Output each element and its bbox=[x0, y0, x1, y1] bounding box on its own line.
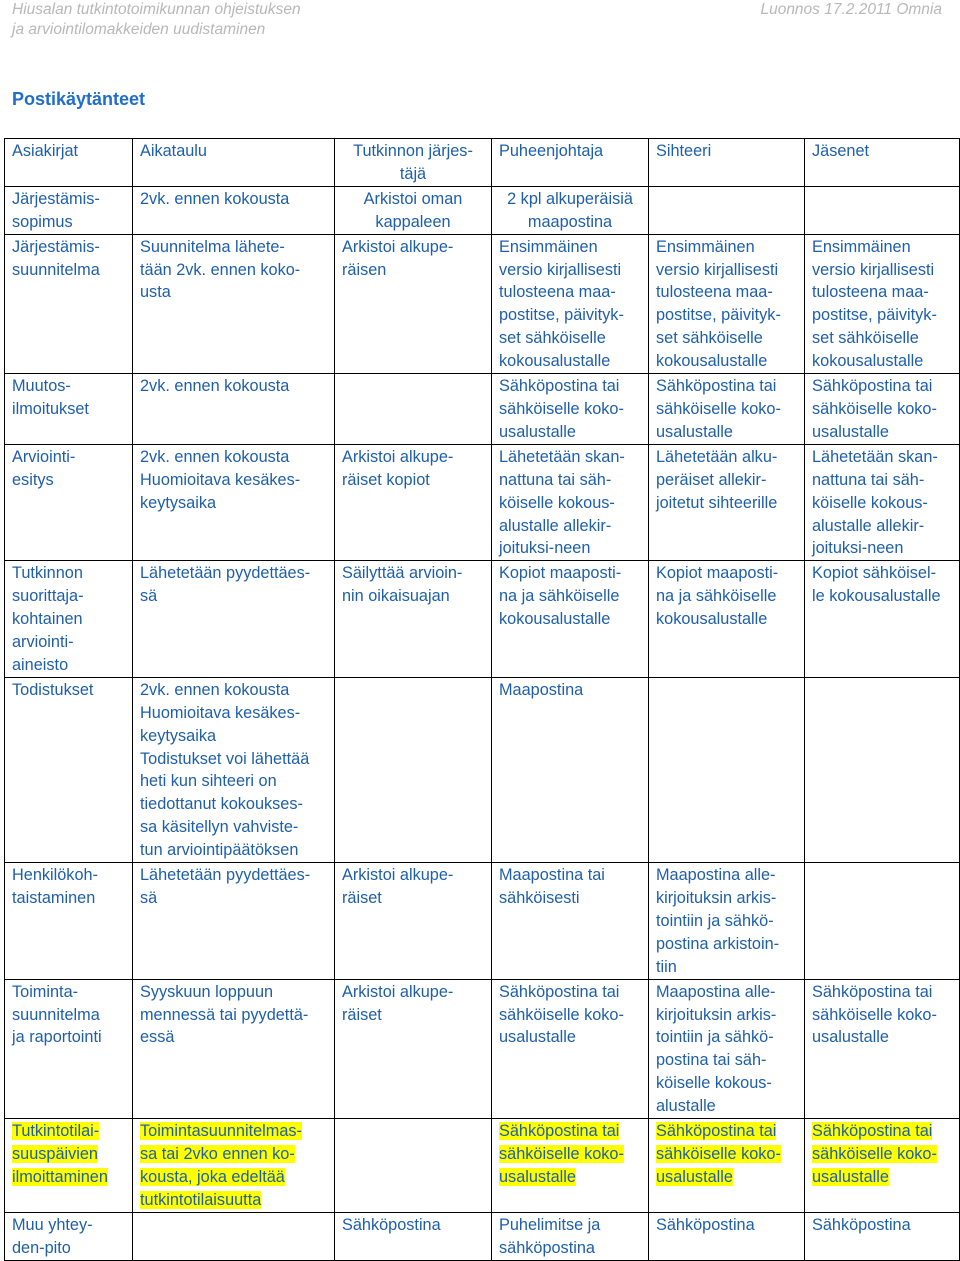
cell-text: essä bbox=[140, 1028, 175, 1047]
page-title: Postikäytänteet bbox=[12, 89, 146, 109]
table-cell bbox=[335, 979, 492, 1118]
cell-text: tiin bbox=[656, 957, 677, 976]
table-cell bbox=[805, 234, 960, 373]
cell-text: tulosteena maa- bbox=[812, 283, 929, 302]
table-cell bbox=[5, 186, 133, 234]
cell-text: Sähköpostina bbox=[812, 1215, 911, 1234]
cell-text: peräiset allekir- bbox=[656, 470, 767, 489]
table-row bbox=[5, 374, 960, 445]
table-cell bbox=[133, 1119, 335, 1213]
cell-text: joituksi-neen bbox=[499, 539, 591, 558]
cell-text: kokousalustalle bbox=[812, 352, 924, 371]
cell-text: esitys bbox=[12, 470, 54, 489]
cell-text: Maapostina tai bbox=[499, 866, 605, 885]
cell-text: Ensimmäinen bbox=[812, 237, 911, 256]
cell-text: Todistukset voi lähettää bbox=[140, 749, 310, 768]
cell-text: Lähetetään skan- bbox=[812, 447, 938, 466]
cell-text: kokousalustalle bbox=[656, 352, 768, 371]
table-cell bbox=[335, 186, 492, 234]
cell-text: sähköisesti bbox=[499, 889, 580, 907]
header-right: Luonnos 17.2.2011 Omnia bbox=[760, 1, 942, 18]
table-cell bbox=[133, 444, 335, 561]
cell-text: postitse, päivityk- bbox=[499, 306, 624, 325]
cell-text: räiset kopiot bbox=[342, 470, 430, 489]
cell-text: Arkistoi alkupe- bbox=[342, 866, 454, 885]
cell-text: Arkistoi alkupe- bbox=[342, 237, 454, 256]
cell-text: Lähetetään pyydettäes- bbox=[140, 564, 311, 583]
cell-text: Maapostina alle- bbox=[656, 982, 776, 1001]
table-cell bbox=[805, 1212, 960, 1260]
cell-text: Sähköpostina tai bbox=[812, 377, 933, 396]
table-cell bbox=[805, 186, 960, 234]
col-header-label: Sihteeri bbox=[656, 142, 712, 160]
table-cell bbox=[805, 863, 960, 980]
table-cell bbox=[5, 234, 133, 373]
cell-text: Tutkinnon bbox=[12, 564, 83, 583]
cell-text: usalustalle bbox=[499, 422, 576, 441]
table-row bbox=[5, 561, 960, 678]
cell-text: Järjestämis- bbox=[12, 237, 100, 256]
table-row bbox=[5, 444, 960, 561]
table-cell bbox=[492, 444, 649, 561]
cell-text: Arkistoi oman bbox=[363, 189, 463, 208]
table-cell bbox=[133, 863, 335, 980]
cell-text: 2 kpl alkuperäisiä bbox=[507, 189, 633, 208]
cell-text: nin oikaisuajan bbox=[342, 587, 450, 606]
cell-text: kokousalustalle bbox=[656, 610, 768, 629]
cell-text: Arkistoi alkupe- bbox=[342, 447, 454, 466]
cell-text: Kopiot maaposti- bbox=[499, 564, 622, 583]
cell-text: usalustalle bbox=[499, 1028, 576, 1047]
table-cell bbox=[492, 979, 649, 1118]
cell-text: na ja sähköiselle bbox=[656, 587, 777, 606]
cell-text: räiset bbox=[342, 889, 382, 907]
cell-text: kousta, joka edeltää bbox=[140, 1167, 285, 1186]
table-cell bbox=[133, 677, 335, 862]
cell-text: 2vk. ennen kokousta bbox=[140, 377, 290, 396]
table-cell bbox=[492, 677, 649, 862]
cell-text: Sähköpostina tai bbox=[656, 1122, 777, 1141]
header-line-2: ja arviointilomakkeiden uudistaminen bbox=[12, 21, 266, 38]
cell-text: kirjoituksin arkis- bbox=[656, 1005, 777, 1024]
cell-text: tiedottanut kokoukses- bbox=[140, 795, 303, 814]
cell-text: kohtainen bbox=[12, 610, 83, 629]
cell-text: versio kirjallisesti bbox=[499, 260, 622, 279]
table-cell bbox=[649, 444, 805, 561]
cell-text: sä bbox=[140, 587, 158, 606]
table-row bbox=[5, 234, 960, 373]
cell-text: kappaleen bbox=[375, 212, 451, 231]
table-cell bbox=[335, 677, 492, 862]
cell-text: Henkilökoh- bbox=[12, 866, 98, 885]
cell-text: ilmoittaminen bbox=[12, 1167, 108, 1186]
cell-text: sa käsitellyn vahviste- bbox=[140, 818, 299, 837]
table-cell bbox=[133, 561, 335, 678]
cell-text: Säilyttää arvioin- bbox=[342, 564, 463, 583]
cell-text: sähköiselle koko- bbox=[656, 399, 781, 418]
table-cell bbox=[805, 374, 960, 445]
cell-text: sa tai 2vko ennen ko- bbox=[140, 1144, 295, 1163]
cell-text: usalustalle bbox=[656, 1167, 733, 1186]
cell-text: Sähköpostina tai bbox=[499, 377, 620, 396]
table-cell bbox=[335, 1119, 492, 1213]
cell-text: keytysaika bbox=[140, 493, 217, 512]
cell-text: sä bbox=[140, 889, 158, 907]
cell-text: taistaminen bbox=[12, 889, 96, 907]
cell-text: 2vk. ennen kokousta bbox=[140, 189, 290, 208]
cell-text: Puhelimitse ja bbox=[499, 1215, 601, 1234]
cell-text: sähköiselle koko- bbox=[499, 1005, 624, 1024]
cell-text: tään 2vk. ennen koko- bbox=[140, 260, 301, 279]
table-cell bbox=[805, 677, 960, 862]
table-cell bbox=[5, 677, 133, 862]
table-cell bbox=[649, 979, 805, 1118]
table-row bbox=[5, 1212, 960, 1260]
table-cell bbox=[133, 186, 335, 234]
cell-text: na ja sähköiselle bbox=[499, 587, 620, 606]
cell-text: set sähköiselle bbox=[812, 329, 919, 348]
cell-text: Sähköpostina tai bbox=[499, 982, 620, 1001]
col-header-label: Asiakirjat bbox=[12, 142, 79, 160]
cell-text: postina tai säh- bbox=[656, 1051, 767, 1070]
col-header-secretary bbox=[649, 139, 805, 187]
table-cell bbox=[649, 561, 805, 678]
cell-text: sopimus bbox=[12, 212, 73, 231]
table-cell bbox=[335, 444, 492, 561]
cell-text: Suunnitelma lähete- bbox=[140, 237, 285, 256]
table-cell bbox=[335, 1212, 492, 1260]
cell-text: tointiin ja sähkö- bbox=[656, 1028, 774, 1047]
cell-text: suuspäivien bbox=[12, 1144, 98, 1163]
cell-text: postina arkistoin- bbox=[656, 934, 780, 953]
cell-text: Kopiot sähköisel- bbox=[812, 564, 936, 583]
cell-text: tun arviointipäätöksen bbox=[140, 841, 299, 860]
document-header bbox=[12, 0, 948, 42]
cell-text: Sähköpostina bbox=[656, 1215, 755, 1234]
table-cell bbox=[492, 186, 649, 234]
cell-text: Sähköpostina tai bbox=[812, 982, 933, 1001]
table-cell bbox=[5, 1212, 133, 1260]
cell-text: Sähköpostina bbox=[342, 1215, 441, 1234]
cell-text: Sähköpostina tai bbox=[656, 377, 777, 396]
cell-text: alustalle bbox=[656, 1097, 716, 1116]
table-cell bbox=[133, 234, 335, 373]
cell-text: den-pito bbox=[12, 1238, 71, 1257]
cell-text: Arviointi- bbox=[12, 447, 76, 466]
cell-text: maapostina bbox=[527, 212, 613, 231]
table-cell bbox=[5, 444, 133, 561]
cell-text: Järjestämis- bbox=[12, 189, 100, 208]
col-header-label: Aikataulu bbox=[140, 142, 207, 160]
cell-text: le kokousalustalle bbox=[812, 587, 941, 606]
cell-text: Maapostina bbox=[499, 680, 584, 699]
cell-text: kokousalustalle bbox=[499, 352, 611, 371]
cell-text: Sähköpostina tai bbox=[499, 1122, 620, 1141]
table-cell bbox=[335, 234, 492, 373]
cell-text: joituksi-neen bbox=[812, 539, 904, 558]
table-cell bbox=[649, 234, 805, 373]
table-cell bbox=[133, 979, 335, 1118]
table-cell bbox=[335, 863, 492, 980]
table-row bbox=[5, 979, 960, 1118]
table-cell bbox=[649, 186, 805, 234]
table-cell bbox=[492, 374, 649, 445]
col-header-label: Tutkinnon järjes- täjä bbox=[353, 142, 473, 183]
cell-text: usalustalle bbox=[656, 422, 733, 441]
cell-text: postitse, päivityk- bbox=[812, 306, 937, 325]
cell-text: Huomioitava kesäkes- bbox=[140, 703, 301, 722]
cell-text: suorittaja- bbox=[12, 587, 84, 606]
table-cell bbox=[5, 561, 133, 678]
cell-text: köiselle kokous- bbox=[499, 493, 615, 512]
cell-text: keytysaika bbox=[140, 726, 217, 745]
cell-text: Sähköpostina tai bbox=[812, 1122, 933, 1141]
table-cell bbox=[649, 374, 805, 445]
cell-text: Muu yhtey- bbox=[12, 1215, 93, 1234]
table-cell bbox=[335, 561, 492, 678]
cell-text: Arkistoi alkupe- bbox=[342, 982, 454, 1001]
cell-text: usalustalle bbox=[499, 1167, 576, 1186]
cell-text: 2vk. ennen kokousta bbox=[140, 680, 290, 699]
cell-text: sähköiselle koko- bbox=[499, 399, 624, 418]
cell-text: usalustalle bbox=[812, 1167, 889, 1186]
cell-text: tutkintotilaisuutta bbox=[140, 1190, 262, 1209]
cell-text: kokousalustalle bbox=[499, 610, 611, 629]
table-cell bbox=[492, 1212, 649, 1260]
table-cell bbox=[5, 1119, 133, 1213]
cell-text: sähköiselle koko- bbox=[812, 1005, 937, 1024]
table-row bbox=[5, 863, 960, 980]
cell-text: tulosteena maa- bbox=[656, 283, 773, 302]
header-line-1: Hiusalan tutkintotoimikunnan ohjeistuksen bbox=[12, 1, 301, 18]
table-cell bbox=[335, 374, 492, 445]
table-cell bbox=[5, 374, 133, 445]
cell-text: versio kirjallisesti bbox=[656, 260, 779, 279]
header-left bbox=[12, 0, 301, 40]
cell-text: nattuna tai säh- bbox=[812, 470, 925, 489]
table-cell bbox=[649, 863, 805, 980]
cell-text: Ensimmäinen bbox=[499, 237, 598, 256]
table-cell bbox=[5, 863, 133, 980]
table-cell bbox=[492, 1119, 649, 1213]
cell-text: 2vk. ennen kokousta bbox=[140, 447, 290, 466]
cell-text: joitetut sihteerille bbox=[656, 493, 778, 512]
table-row bbox=[5, 1119, 960, 1213]
col-header-organizer bbox=[335, 139, 492, 187]
table-cell bbox=[492, 561, 649, 678]
cell-text: usalustalle bbox=[812, 422, 889, 441]
col-header-documents bbox=[5, 139, 133, 187]
table-cell bbox=[805, 444, 960, 561]
cell-text: kirjoituksin arkis- bbox=[656, 889, 777, 907]
col-header-chair bbox=[492, 139, 649, 187]
cell-text: suunnitelma bbox=[12, 260, 100, 279]
table-cell bbox=[805, 1119, 960, 1213]
cell-text: suunnitelma bbox=[12, 1005, 100, 1024]
cell-text: Muutos- bbox=[12, 377, 71, 396]
cell-text: ja raportointi bbox=[12, 1028, 102, 1047]
table-cell bbox=[805, 979, 960, 1118]
cell-text: usta bbox=[140, 283, 171, 302]
cell-text: Huomioitava kesäkes- bbox=[140, 470, 301, 489]
cell-text: sähköiselle koko- bbox=[499, 1144, 624, 1163]
cell-text: Toiminta- bbox=[12, 982, 79, 1001]
table-cell bbox=[649, 1212, 805, 1260]
cell-text: usalustalle bbox=[812, 1028, 889, 1047]
cell-text: sähköpostina bbox=[499, 1238, 595, 1257]
table-cell bbox=[133, 374, 335, 445]
cell-text: postitse, päivityk- bbox=[656, 306, 781, 325]
cell-text: set sähköiselle bbox=[656, 329, 763, 348]
cell-text: versio kirjallisesti bbox=[812, 260, 935, 279]
cell-text: Syyskuun loppuun bbox=[140, 982, 274, 1001]
table-cell bbox=[492, 863, 649, 980]
table-cell bbox=[5, 979, 133, 1118]
table-cell bbox=[649, 677, 805, 862]
cell-text: sähköiselle koko- bbox=[812, 1144, 937, 1163]
col-header-members bbox=[805, 139, 960, 187]
cell-text: alustalle allekir- bbox=[499, 516, 612, 535]
cell-text: set sähköiselle bbox=[499, 329, 606, 348]
table-cell bbox=[649, 1119, 805, 1213]
cell-text: aineisto bbox=[12, 655, 69, 674]
cell-text: Lähetetään alku- bbox=[656, 447, 778, 466]
cell-text: arviointi- bbox=[12, 633, 74, 652]
cell-text: Ensimmäinen bbox=[656, 237, 755, 256]
cell-text: köiselle kokous- bbox=[656, 1074, 772, 1093]
mail-practices-table bbox=[4, 138, 960, 1261]
col-header-label: Jäsenet bbox=[812, 142, 870, 160]
table-cell bbox=[492, 234, 649, 373]
cell-text: tointiin ja sähkö- bbox=[656, 911, 774, 930]
cell-text: heti kun sihteeri on bbox=[140, 772, 277, 791]
cell-text: Lähetetään pyydettäes- bbox=[140, 866, 311, 885]
table-row bbox=[5, 677, 960, 862]
cell-text: Todistukset bbox=[12, 680, 94, 699]
cell-text: nattuna tai säh- bbox=[499, 470, 612, 489]
cell-text: räiset bbox=[342, 1005, 382, 1024]
cell-text: Maapostina alle- bbox=[656, 866, 776, 885]
col-header-schedule bbox=[133, 139, 335, 187]
cell-text: Kopiot maaposti- bbox=[656, 564, 779, 583]
cell-text: Tutkintotilai- bbox=[12, 1122, 100, 1141]
cell-text: köiselle kokous- bbox=[812, 493, 928, 512]
cell-text: Lähetetään skan- bbox=[499, 447, 625, 466]
cell-text: mennessä tai pyydettä- bbox=[140, 1005, 309, 1024]
cell-text: Toimintasuunnitelmas- bbox=[140, 1122, 302, 1141]
cell-text: räisen bbox=[342, 260, 387, 279]
cell-text: sähköiselle koko- bbox=[812, 399, 937, 418]
cell-text: alustalle allekir- bbox=[812, 516, 925, 535]
table-header-row bbox=[5, 139, 960, 187]
cell-text: tulosteena maa- bbox=[499, 283, 616, 302]
table-cell bbox=[805, 561, 960, 678]
cell-text: sähköiselle koko- bbox=[656, 1144, 781, 1163]
table-cell bbox=[133, 1212, 335, 1260]
col-header-label: Puheenjohtaja bbox=[499, 142, 604, 160]
table-row bbox=[5, 186, 960, 234]
cell-text: ilmoitukset bbox=[12, 399, 89, 418]
